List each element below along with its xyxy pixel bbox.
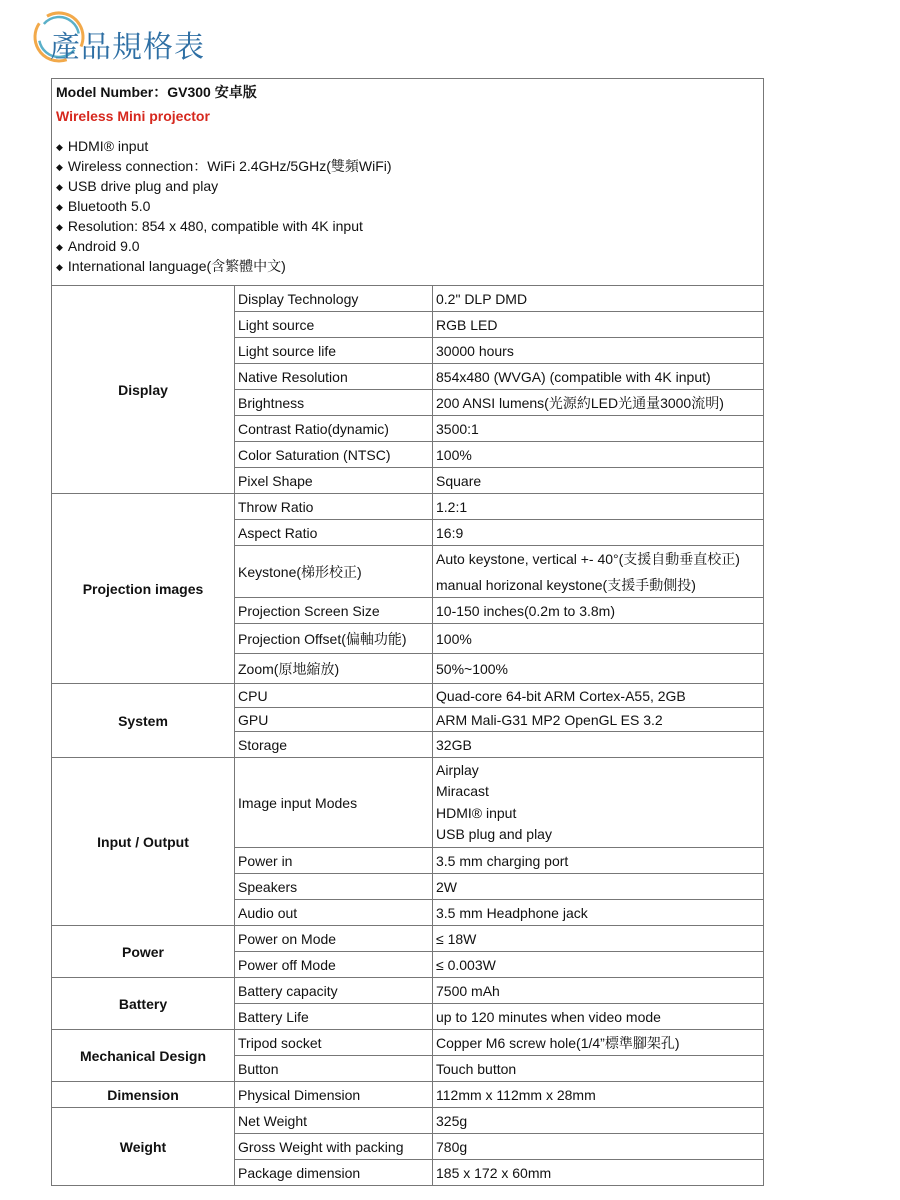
spec-key: Pixel Shape (235, 468, 433, 494)
spec-key: GPU (235, 708, 433, 732)
spec-key: Audio out (235, 900, 433, 926)
spec-value: 780g (433, 1134, 764, 1160)
product-subtitle: Wireless Mini projector (56, 108, 210, 124)
spec-key: Projection Screen Size (235, 598, 433, 624)
feature-list (56, 137, 759, 277)
spec-key: Package dimension (235, 1160, 433, 1186)
value-line: HDMI® input (436, 804, 517, 821)
spec-value: 7500 mAh (433, 978, 764, 1004)
spec-value: Square (433, 468, 764, 494)
spec-key: Keystone(梯形校正) (235, 546, 433, 598)
spec-value: Copper M6 screw hole(1/4”標準腳架孔) (433, 1030, 764, 1056)
spec-key: Physical Dimension (235, 1082, 433, 1108)
spec-key: Speakers (235, 874, 433, 900)
spec-key: Gross Weight with packing (235, 1134, 433, 1160)
spec-value (433, 758, 764, 848)
spec-key: Image input Modes (235, 758, 433, 848)
page-header (30, 6, 330, 72)
feature-item: ◆ Bluetooth 5.0 (56, 197, 759, 217)
spec-value: 32GB (433, 732, 764, 758)
spec-value: 10-150 inches(0.2m to 3.8m) (433, 598, 764, 624)
value-line: manual horizonal keystone(支援手動側投) (436, 576, 696, 593)
spec-key: Color Saturation (NTSC) (235, 442, 433, 468)
spec-value: 112mm x 112mm x 28mm (433, 1082, 764, 1108)
spec-key: Light source (235, 312, 433, 338)
spec-value: up to 120 minutes when video mode (433, 1004, 764, 1030)
section-weight: Weight (52, 1108, 235, 1186)
spec-key: Battery Life (235, 1004, 433, 1030)
spec-value: 1.2:1 (433, 494, 764, 520)
spec-key: Power in (235, 848, 433, 874)
section-mechanical: Mechanical Design (52, 1030, 235, 1082)
spec-value: 30000 hours (433, 338, 764, 364)
spec-value: 100% (433, 442, 764, 468)
spec-value: 3.5 mm Headphone jack (433, 900, 764, 926)
spec-key: Net Weight (235, 1108, 433, 1134)
spec-value: Quad-core 64-bit ARM Cortex-A55, 2GB (433, 684, 764, 708)
spec-value: 325g (433, 1108, 764, 1134)
feature-item: ◆ Resolution: 854 x 480, compatible with 4K input (56, 217, 759, 237)
model-number: Model Number：GV300 安卓版 (56, 84, 257, 100)
spec-key: Native Resolution (235, 364, 433, 390)
spec-key: Battery capacity (235, 978, 433, 1004)
spec-value: ARM Mali-G31 MP2 OpenGL ES 3.2 (433, 708, 764, 732)
feature-item: ◆ Wireless connection：WiFi 2.4GHz/5GHz(雙頻WiFi) (56, 157, 759, 177)
spec-value: 16:9 (433, 520, 764, 546)
feature-item: ◆ Android 9.0 (56, 237, 759, 257)
spec-key: Aspect Ratio (235, 520, 433, 546)
spec-value: 2W (433, 874, 764, 900)
section-system: System (52, 684, 235, 758)
spec-key: Light source life (235, 338, 433, 364)
spec-key: Contrast Ratio(dynamic) (235, 416, 433, 442)
value-line: USB plug and play (436, 826, 552, 842)
spec-key: Brightness (235, 390, 433, 416)
spec-table (51, 78, 764, 1186)
spec-value (433, 546, 764, 598)
section-dimension: Dimension (52, 1082, 235, 1108)
spec-key: CPU (235, 684, 433, 708)
spec-value: Touch button (433, 1056, 764, 1082)
section-projection: Projection images (52, 494, 235, 684)
spec-key: Throw Ratio (235, 494, 433, 520)
spec-key: Power on Mode (235, 926, 433, 952)
feature-item: ◆ USB drive plug and play (56, 177, 759, 197)
section-battery: Battery (52, 978, 235, 1030)
value-line: Miracast (436, 783, 489, 799)
spec-key: Storage (235, 732, 433, 758)
spec-value: 3.5 mm charging port (433, 848, 764, 874)
section-input-output: Input / Output (52, 758, 235, 926)
spec-value: 185 x 172 x 60mm (433, 1160, 764, 1186)
section-power: Power (52, 926, 235, 978)
section-display: Display (52, 286, 235, 494)
spec-value: ≤ 0.003W (433, 952, 764, 978)
page-title: 產品規格表 (50, 30, 205, 65)
feature-item: ◆ HDMI® input (56, 137, 759, 157)
spec-value: RGB LED (433, 312, 764, 338)
spec-key: Projection Offset(偏軸功能) (235, 624, 433, 654)
intro-cell (52, 79, 764, 286)
spec-value: 50%~100% (433, 654, 764, 684)
spec-value: 3500:1 (433, 416, 764, 442)
value-line: Auto keystone, vertical +- 40°(支援自動垂直校正) (436, 550, 740, 567)
spec-value: ≤ 18W (433, 926, 764, 952)
value-line: Airplay (436, 761, 479, 778)
spec-value: 854x480 (WVGA) (compatible with 4K input) (433, 364, 764, 390)
spec-value: 200 ANSI lumens(光源約LED光通量3000流明) (433, 390, 764, 416)
spec-key: Tripod socket (235, 1030, 433, 1056)
spec-value: 0.2" DLP DMD (433, 286, 764, 312)
spec-key: Display Technology (235, 286, 433, 312)
intro-row (52, 79, 764, 286)
spec-key: Button (235, 1056, 433, 1082)
spec-key: Zoom(原地縮放) (235, 654, 433, 684)
spec-value: 100% (433, 624, 764, 654)
spec-key: Power off Mode (235, 952, 433, 978)
feature-item: ◆ International language(含繁體中文) (56, 257, 759, 277)
